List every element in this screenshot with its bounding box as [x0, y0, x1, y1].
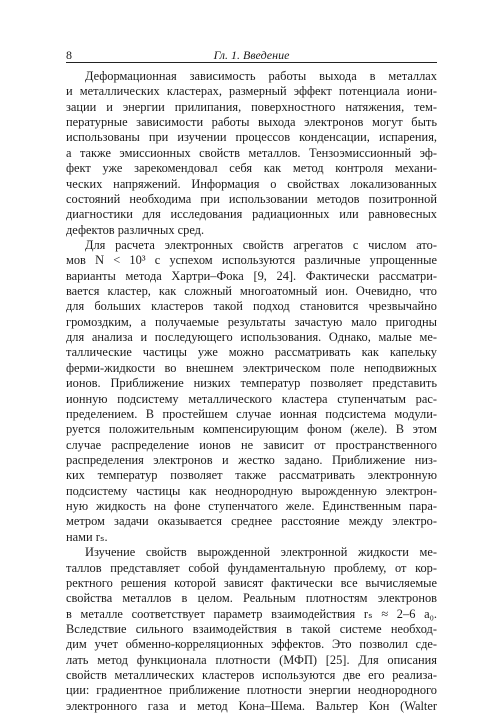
text-line: случае распределение ионов не зависит от пространственного [66, 437, 437, 452]
text-line: для анализа и последующего использования. Однако, малые ме- [66, 330, 437, 345]
text-line: использованы при изучении процессов конденсации, испарения, [66, 130, 437, 145]
text-line: варианты метода Хартри–Фока [9, 24]. Фактически рассматри- [66, 268, 437, 283]
body-text [66, 69, 437, 714]
text-line: Для расчета электронных свойств агрегатов с числом ато- [85, 237, 437, 252]
text-line: таллов представляет собой фундаментальную проблему, от кор- [66, 560, 437, 575]
text-line: ректного решения которой зависят фактически все вычисляемые [66, 575, 437, 590]
text-line: дефектов различных сред. [66, 222, 205, 237]
text-line: пределением. В простейшем случае ионная подсистема модули- [66, 406, 437, 421]
chapter-title: Гл. 1. Введение [213, 48, 290, 62]
text-line: распределения электронов и жестко задано. Приближение низ- [66, 452, 437, 467]
text-line: ионную подсистему металлического кластера ступенчатым рас- [66, 391, 437, 406]
text-line: громоздким, а получаемые результаты зачастую мало пригодны [66, 314, 437, 329]
text-line: состояний необходима при использовании методов позитронной [66, 191, 437, 206]
text-line: ионов. Приближение низких температур позволяет представить [66, 376, 437, 391]
text-line: нами rₛ. [66, 529, 108, 544]
text-line: в металле соответствует параметр взаимодействия rₛ ≈ 2–6 a₀. [66, 606, 437, 621]
text-line: ких температур позволяет также рассматривать электронную [66, 468, 437, 483]
text-line: вается кластер, как сложный многоатомный ион. Очевидно, что [66, 284, 437, 299]
text-line: подсистему частицы как неоднородную вырожденную электрон- [66, 483, 437, 498]
text-line: мов N < 10³ с успехом используются различные упрощенные [66, 253, 437, 268]
text-line: ческих напряжений. Информация о свойствах локализованных [66, 176, 437, 191]
text-line: электронного газа и метод Кона–Шема. Вальтер Кон (Walter [66, 698, 437, 713]
text-line: дим учет обменно-корреляционных эффектов. Это позволил сде- [66, 637, 437, 652]
text-line: свойств металлических кластеров используются две его реализа- [66, 668, 437, 683]
running-head [66, 48, 437, 62]
text-line: метром задачи оказывается среднее расстояние между электро- [66, 514, 437, 529]
text-line: диагностики для исследования радиационных или равновесных [66, 207, 437, 222]
text-line: руется положительным компенсирующим фоном (желе). В этом [66, 422, 437, 437]
text-line: лать метод функционала плотности (МФП) [25]. Для описания [66, 652, 437, 667]
text-line: а также эмиссионных свойств металлов. Тензоэмиссионный эф- [66, 145, 437, 160]
page-number: 8 [66, 48, 72, 62]
text-line: таллические частицы уже можно рассматривать как капельку [66, 345, 437, 360]
text-line: зации и энергии прилипания, поверхностного натяжения, тем- [66, 99, 437, 114]
text-line: Вследствие сильного взаимодействия в такой системе необход- [66, 621, 437, 636]
text-line: ферми-жидкости во внешнем электрическом поле неподвижных [66, 360, 437, 375]
text-line: свойства металлов в целом. Реальным плотностям электронов [66, 591, 437, 606]
text-line: Изучение свойств вырожденной электронной жидкости ме- [85, 545, 437, 560]
text-line: Деформационная зависимость работы выхода в металлах [85, 69, 437, 83]
text-line: ции: градиентное приближение плотности энергии неоднородного [66, 683, 437, 698]
text-line: пературные зависимости работы выхода электронов могут быть [66, 115, 437, 130]
text-line: и металлических кластерах, размерный эффект потенциала иони- [66, 84, 437, 99]
text-line: для больших кластеров такой подход становится чрезвычайно [66, 299, 437, 314]
header-rule [66, 62, 437, 63]
text-line: фект уже зарекомендовал себя как метод контроля механи- [66, 161, 437, 176]
text-line: ную жидкость на фоне ступенчатого желе. Единственным пара- [66, 499, 437, 514]
